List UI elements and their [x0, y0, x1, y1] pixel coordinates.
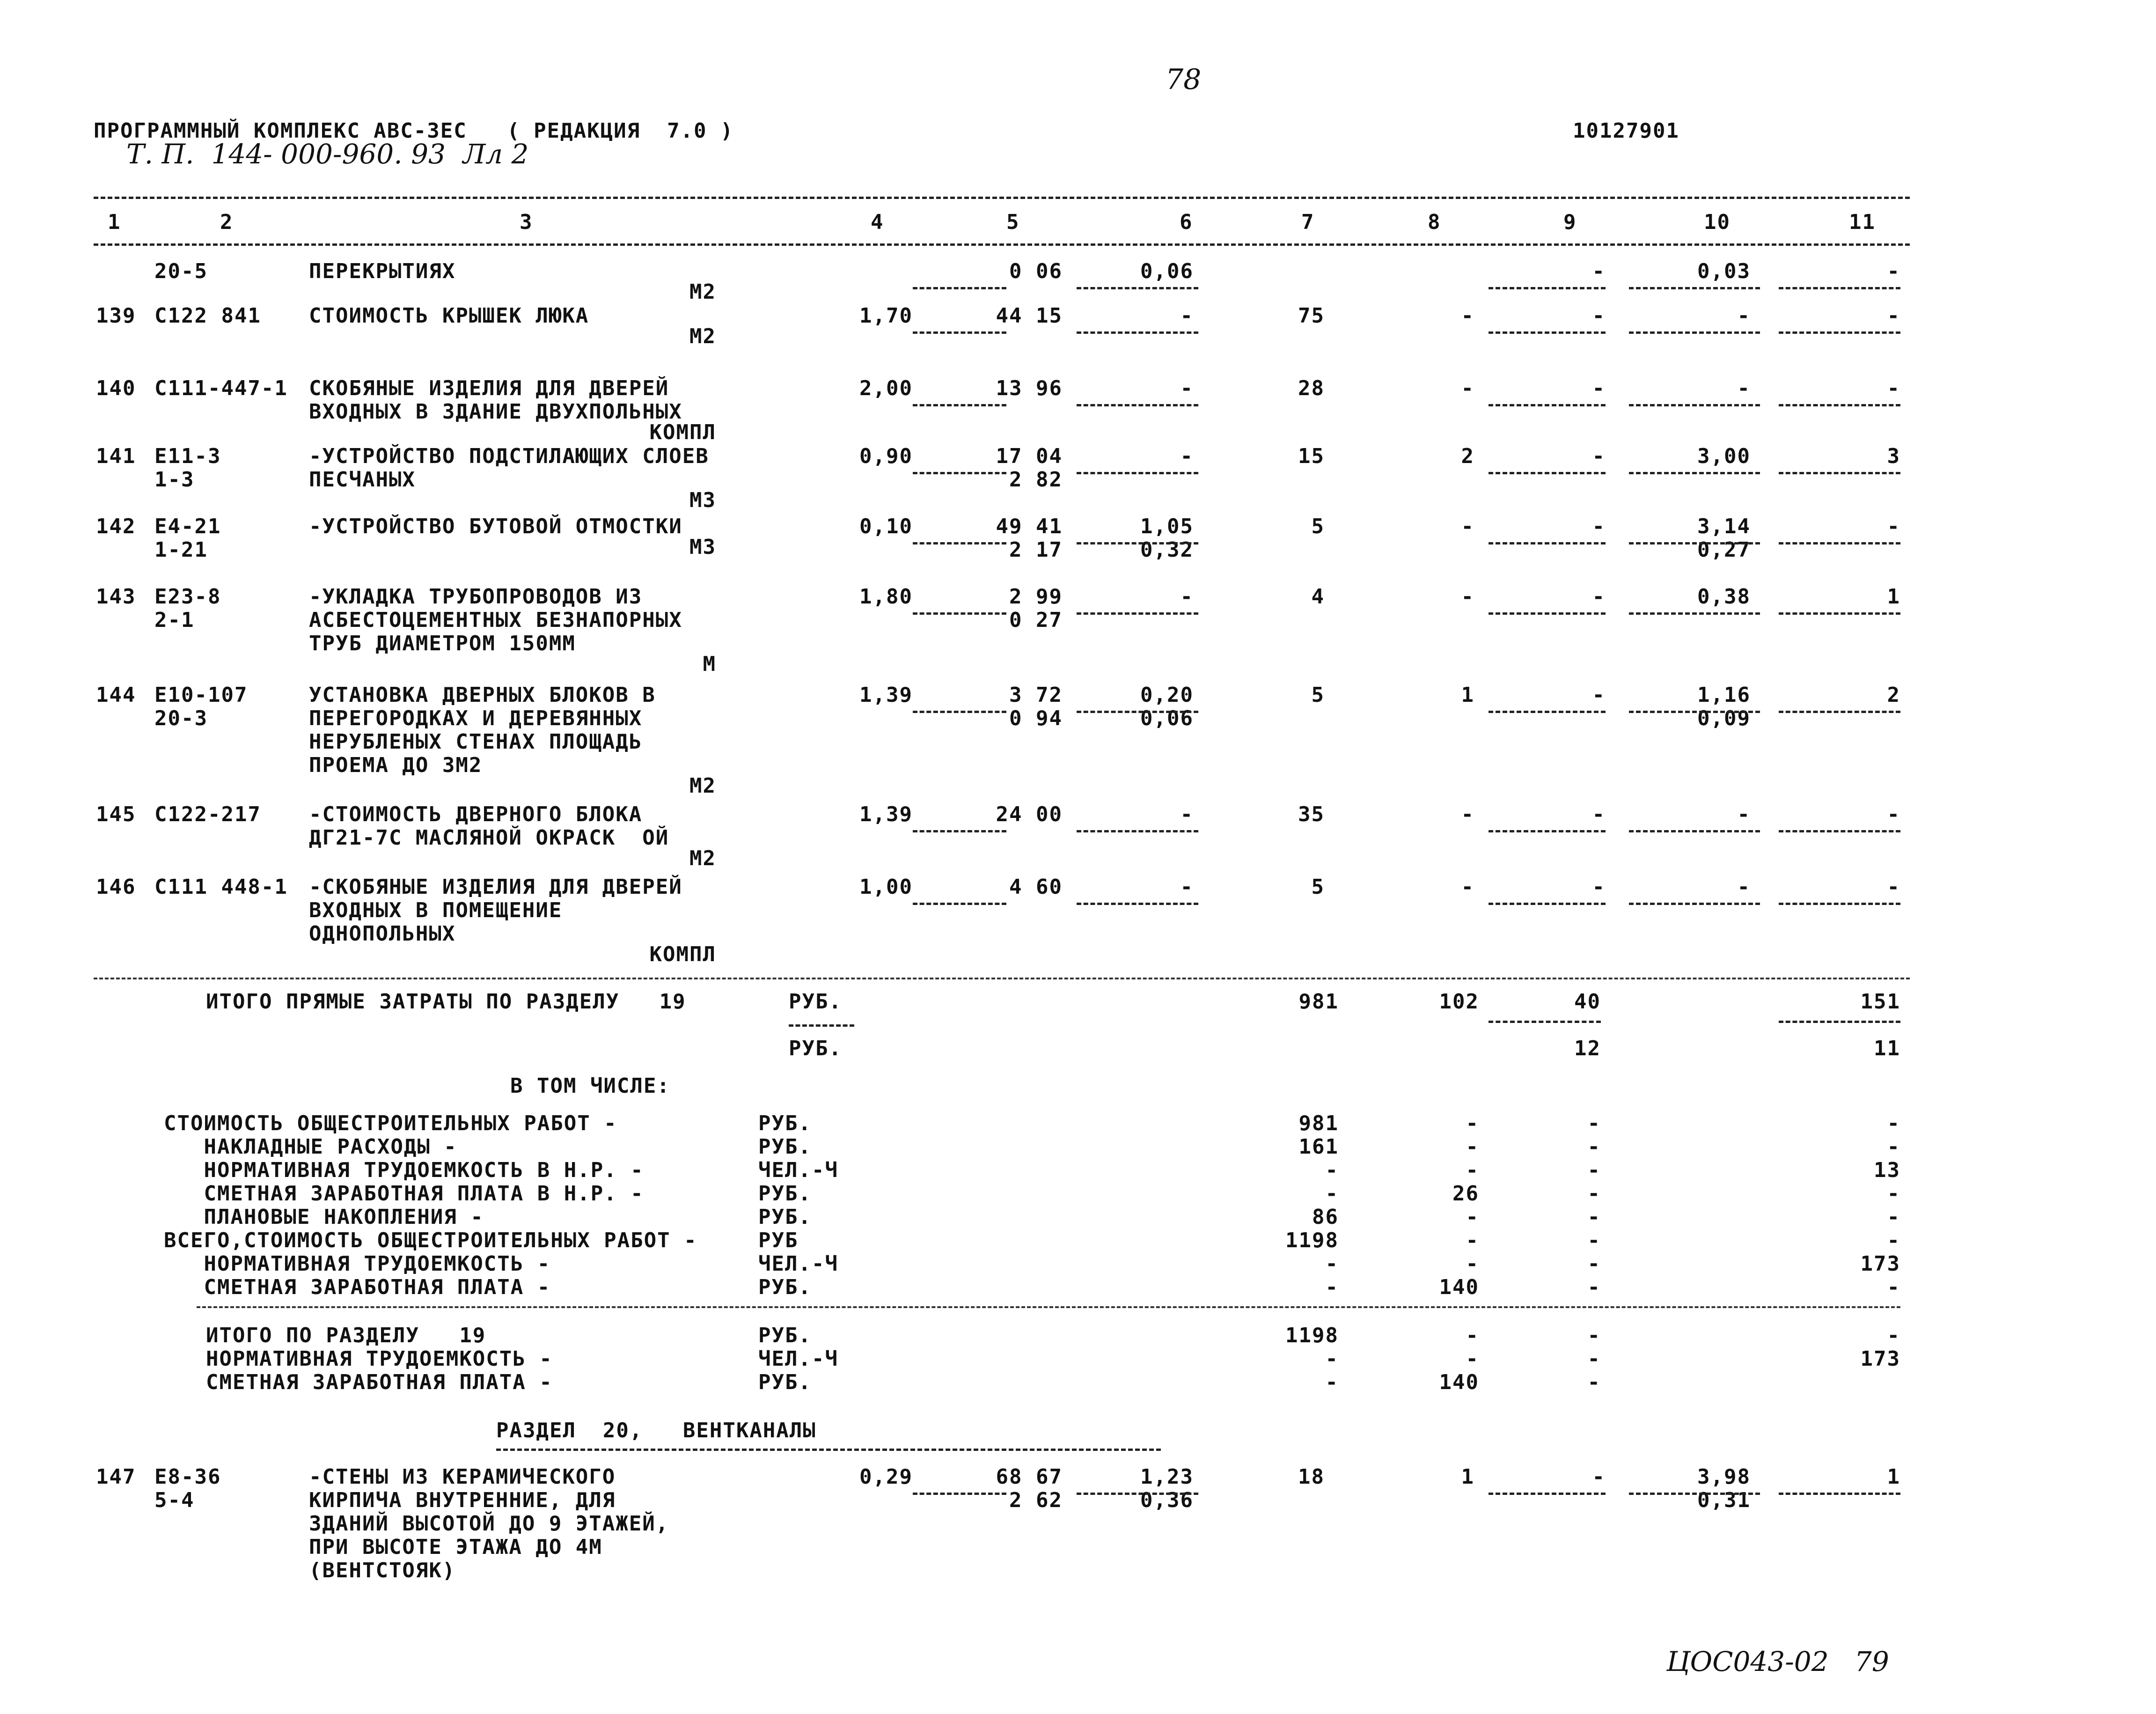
cost-line-unit: РУБ.: [758, 1111, 812, 1135]
cost-line-c11: -: [1887, 1182, 1900, 1206]
section-total-unit: ЧЕЛ.-Ч: [758, 1347, 838, 1371]
direct-total-rule-b: [1489, 1021, 1601, 1023]
row-rule-c9: [1489, 711, 1606, 713]
row-rule-c9: [1489, 830, 1606, 832]
row-c8: -: [1461, 802, 1474, 826]
cost-line-label: СМЕТНАЯ ЗАРАБОТНАЯ ПЛАТА -: [164, 1275, 551, 1299]
row-c6: 1,23 0,36: [1140, 1465, 1194, 1512]
row-rule-c5: [913, 903, 1006, 905]
row-c5: 44 15: [996, 304, 1063, 328]
cost-line-c8: -: [1466, 1111, 1479, 1135]
row-rule-c5: [913, 612, 1006, 615]
row-c8: 1: [1461, 683, 1474, 707]
cost-line-c8: -: [1466, 1158, 1479, 1182]
column-header-6: 6: [1180, 210, 1193, 234]
row-c11: -: [1887, 259, 1900, 283]
row-c5: 13 96: [996, 376, 1063, 400]
cost-line-unit: РУБ.: [758, 1135, 812, 1159]
row-c6: 0,06: [1140, 259, 1194, 283]
cost-line-unit: ЧЕЛ.-Ч: [758, 1158, 838, 1182]
row-rule-c6: [1077, 472, 1198, 474]
row-rule-c9: [1489, 472, 1606, 474]
row-unit: М3: [689, 535, 716, 559]
row-rule-c11: [1779, 472, 1900, 474]
page-number-top: 78: [1166, 63, 1202, 96]
row-c10: -: [1737, 875, 1751, 899]
section-total-c7: 1198: [1285, 1324, 1339, 1347]
cost-line-c8: -: [1466, 1252, 1479, 1276]
row-rule-c11: [1779, 830, 1900, 832]
row-rule-c10: [1629, 542, 1760, 544]
row-c8: -: [1461, 376, 1474, 400]
row-code: 20-5: [154, 259, 208, 283]
row-number: 145: [96, 802, 136, 826]
row-rule-c5: [913, 287, 1006, 289]
row-rule-c9: [1489, 903, 1606, 905]
cost-line-c8: -: [1466, 1135, 1479, 1159]
cost-line-c11: -: [1887, 1205, 1900, 1229]
row-c9: -: [1592, 376, 1606, 400]
row-unit: М2: [689, 846, 716, 870]
cost-line-c9: -: [1587, 1182, 1601, 1206]
row-c5: 49 41 2 17: [996, 515, 1063, 562]
section-total-label: НОРМАТИВНАЯ ТРУДОЕМКОСТЬ -: [206, 1347, 553, 1371]
row-c9: -: [1592, 802, 1606, 826]
cost-line-c9: -: [1587, 1135, 1601, 1159]
row-description: -СТОИМОСТЬ ДВЕРНОГО БЛОКА ДГ21-7С МАСЛЯНОЙ ОКРАСК ОЙ: [309, 802, 669, 850]
cost-line-c9: -: [1587, 1205, 1601, 1229]
cost-line-c9: -: [1587, 1111, 1601, 1135]
cost-line-unit: РУБ.: [758, 1205, 812, 1229]
row-rule-c10: [1629, 612, 1760, 615]
row-rule-c10: [1629, 287, 1760, 289]
row-c11: 1: [1887, 585, 1900, 609]
cost-line-c11: -: [1887, 1111, 1900, 1135]
row-c7: 75: [1298, 304, 1325, 328]
row-c9: -: [1592, 683, 1606, 707]
column-header-5: 5: [1006, 210, 1020, 234]
section-total-c9: -: [1587, 1370, 1601, 1394]
section-total-unit: РУБ.: [758, 1370, 812, 1394]
row-c8: -: [1461, 304, 1474, 328]
row-rule-c10: [1629, 404, 1760, 406]
row-rule-c5: [913, 711, 1006, 713]
row-c10: -: [1737, 376, 1751, 400]
section-total-c8: -: [1466, 1324, 1479, 1347]
row-rule-c5: [913, 404, 1006, 406]
column-header-7: 7: [1301, 210, 1315, 234]
row-c5: 17 04 2 82: [996, 444, 1063, 492]
direct-total-rule-a: [789, 1024, 854, 1027]
row-c6: -: [1180, 444, 1194, 468]
row-c11: -: [1887, 802, 1900, 826]
row-c7: 18: [1298, 1465, 1325, 1489]
row-rule-c11: [1779, 287, 1900, 289]
row-unit: М2: [689, 324, 716, 348]
row-description: -УСТРОЙСТВО ПОДСТИЛАЮЩИХ СЛОЕВ ПЕСЧАНЫХ: [309, 444, 709, 492]
cost-line-c7: -: [1325, 1158, 1339, 1182]
row-c9: -: [1592, 444, 1606, 468]
direct-total-unit-2: РУБ.: [789, 1037, 842, 1060]
row-rule-c6: [1077, 404, 1198, 406]
section-total-c7: -: [1325, 1347, 1339, 1371]
cost-line-c7: -: [1325, 1182, 1339, 1206]
row-rule-c9: [1489, 331, 1606, 334]
direct-total-c9b: 12: [1574, 1037, 1601, 1060]
cost-line-label: НАКЛАДНЫЕ РАСХОДЫ -: [164, 1135, 457, 1159]
row-rule-c10: [1629, 1493, 1760, 1495]
row-c10: 0,03: [1697, 259, 1751, 283]
row-code: С111 448-1: [154, 875, 288, 899]
cost-line-c7: -: [1325, 1252, 1339, 1276]
row-c7: 5: [1311, 515, 1325, 538]
cost-line-label: ВСЕГО,СТОИМОСТЬ ОБЩЕСТРОИТЕЛЬНЫХ РАБОТ -: [164, 1228, 697, 1252]
row-c5: 2 99 0 27: [1009, 585, 1063, 632]
cost-line-c7: 86: [1312, 1205, 1339, 1229]
row-c8: -: [1461, 875, 1474, 899]
row-rule-c6: [1077, 542, 1198, 544]
row-code: Е4-21 1-21: [154, 515, 221, 562]
cost-line-label: СМЕТНАЯ ЗАРАБОТНАЯ ПЛАТА В Н.Р. -: [164, 1182, 644, 1206]
row-c9: -: [1592, 875, 1606, 899]
cost-line-c7: -: [1325, 1275, 1339, 1299]
row-rule-c10: [1629, 830, 1760, 832]
row-rule-c6: [1077, 612, 1198, 615]
column-header-8: 8: [1428, 210, 1441, 234]
row-c4: 1,00: [859, 875, 913, 899]
cost-line-unit: РУБ: [758, 1228, 799, 1252]
cost-line-unit: РУБ.: [758, 1182, 812, 1206]
row-code: С122-217: [154, 802, 261, 826]
row-rule-c9: [1489, 1493, 1606, 1495]
document-code: 10127901: [1573, 119, 1679, 143]
direct-total-c7: 981: [1298, 990, 1339, 1014]
row-description: -УКЛАДКА ТРУБОПРОВОДОВ ИЗ АСБЕСТОЦЕМЕНТНЫХ БЕЗНАПОРНЫХ ТРУБ ДИАМЕТРОМ 150ММ: [309, 585, 682, 655]
row-rule-c9: [1489, 404, 1606, 406]
cost-line-unit: РУБ.: [758, 1275, 812, 1299]
header-rule-top: [94, 197, 1910, 199]
row-c11: -: [1887, 875, 1900, 899]
row-rule-c5: [913, 331, 1006, 334]
section-total-c9: -: [1587, 1324, 1601, 1347]
cost-line-c8: 26: [1452, 1182, 1479, 1206]
section-total-unit: РУБ.: [758, 1324, 812, 1347]
row-description: УСТАНОВКА ДВЕРНЫХ БЛОКОВ В ПЕРЕГОРОДКАХ И ДЕРЕВЯННЫХ НЕРУБЛЕНЫХ СТЕНАХ ПЛОЩАДЬ ПРОЕМА ДО 3М2: [309, 683, 656, 777]
row-c6: -: [1180, 376, 1194, 400]
row-c10: 0,38: [1697, 585, 1751, 609]
handwritten-reference: Т. П. 144- 000-960. 93 Лл 2: [126, 138, 529, 170]
row-rule-c10: [1629, 903, 1760, 905]
row-c4: 0,90: [859, 444, 913, 468]
row-c10: -: [1737, 802, 1751, 826]
column-header-1: 1: [108, 210, 121, 234]
row-c6: -: [1180, 875, 1194, 899]
row-c5: 0 06: [1009, 259, 1063, 283]
row-unit: М2: [689, 774, 716, 798]
row-c10: 1,16 0,09: [1697, 683, 1751, 730]
cost-line-label: СТОИМОСТЬ ОБЩЕСТРОИТЕЛЬНЫХ РАБОТ -: [164, 1111, 617, 1135]
row-c7: 5: [1311, 875, 1325, 899]
row-code: Е11-3 1-3: [154, 444, 221, 492]
cost-line-c9: -: [1587, 1275, 1601, 1299]
row-number: 139: [96, 304, 136, 328]
cost-line-c8: -: [1466, 1228, 1479, 1252]
row-unit: КОМПЛ: [649, 420, 716, 444]
row-unit: М: [703, 652, 716, 676]
row-unit: М2: [689, 280, 716, 304]
direct-total-unit: РУБ.: [789, 990, 842, 1014]
row-rule-c9: [1489, 612, 1606, 615]
section-total-c9: -: [1587, 1347, 1601, 1371]
cost-line-label: НОРМАТИВНАЯ ТРУДОЕМКОСТЬ -: [164, 1252, 551, 1276]
row-number: 147: [96, 1465, 136, 1489]
row-c4: 0,10: [859, 515, 913, 538]
cost-line-c11: -: [1887, 1135, 1900, 1159]
direct-total-rule-c: [1779, 1021, 1900, 1023]
row-c10: -: [1737, 304, 1751, 328]
row-c4: 1,70: [859, 304, 913, 328]
cost-line-c7: 1198: [1285, 1228, 1339, 1252]
row-rule-c5: [913, 542, 1006, 544]
row-c6: -: [1180, 304, 1194, 328]
row-c9: -: [1592, 585, 1606, 609]
column-header-10: 10: [1704, 210, 1731, 234]
column-header-11: 11: [1849, 210, 1876, 234]
row-c9: -: [1592, 259, 1606, 283]
row-code: Е8-36 5-4: [154, 1465, 221, 1512]
row-description: -СКОБЯНЫЕ ИЗДЕЛИЯ ДЛЯ ДВЕРЕЙ ВХОДНЫХ В ПОМЕЩЕНИЕ ОДНОПОЛЬНЫХ: [309, 875, 682, 946]
row-c9: -: [1592, 1465, 1606, 1489]
row-c6: 0,20 0,06: [1140, 683, 1194, 730]
column-header-9: 9: [1563, 210, 1577, 234]
row-c11: 3: [1887, 444, 1900, 468]
row-c5: 3 72 0 94: [1009, 683, 1063, 730]
row-c8: -: [1461, 585, 1474, 609]
section-heading: РАЗДЕЛ 20, ВЕНТКАНАЛЫ: [496, 1419, 816, 1442]
column-header-2: 2: [220, 210, 234, 234]
row-c11: -: [1887, 515, 1900, 538]
row-number: 146: [96, 875, 136, 899]
row-c5: 68 67 2 62: [996, 1465, 1063, 1512]
row-c9: -: [1592, 515, 1606, 538]
row-c6: -: [1180, 585, 1194, 609]
section-total-label: СМЕТНАЯ ЗАРАБОТНАЯ ПЛАТА -: [206, 1370, 553, 1394]
section-total-c8: 140: [1439, 1370, 1479, 1394]
cost-line-c8: -: [1466, 1205, 1479, 1229]
row-rule-c6: [1077, 903, 1198, 905]
row-rule-c6: [1077, 1493, 1198, 1495]
row-rule-c6: [1077, 287, 1198, 289]
cost-line-c11: -: [1887, 1275, 1900, 1299]
row-rule-c9: [1489, 287, 1606, 289]
row-c7: 35: [1298, 802, 1325, 826]
cost-line-c7: 161: [1298, 1135, 1339, 1159]
row-rule-c11: [1779, 542, 1900, 544]
section-total-rule: [197, 1306, 1900, 1308]
row-c6: -: [1180, 802, 1194, 826]
including-label: В ТОМ ЧИСЛЕ:: [510, 1074, 670, 1098]
row-c8: -: [1461, 515, 1474, 538]
row-rule-c11: [1779, 331, 1900, 334]
row-rule-c10: [1629, 472, 1760, 474]
section-total-c8: -: [1466, 1347, 1479, 1371]
row-description: СТОИМОСТЬ КРЫШЕК ЛЮКА: [309, 304, 589, 328]
row-c10: 3,14 0,27: [1697, 515, 1751, 562]
row-rule-c5: [913, 472, 1006, 474]
section-total-label: ИТОГО ПО РАЗДЕЛУ 19: [206, 1324, 486, 1347]
cost-line-c7: 981: [1298, 1111, 1339, 1135]
row-code: С122 841: [154, 304, 261, 328]
row-description: СКОБЯНЫЕ ИЗДЕЛИЯ ДЛЯ ДВЕРЕЙ ВХОДНЫХ В ЗДАНИЕ ДВУХПОЛЬНЫХ: [309, 376, 682, 424]
row-c4: 1,39: [859, 802, 913, 826]
row-rule-c10: [1629, 711, 1760, 713]
row-number: 140: [96, 376, 136, 400]
footer-handwritten: ЦОС043-02 79: [1666, 1646, 1889, 1677]
row-rule-c6: [1077, 830, 1198, 832]
row-rule-c11: [1779, 404, 1900, 406]
cost-line-c9: -: [1587, 1228, 1601, 1252]
row-rule-c11: [1779, 1493, 1900, 1495]
row-c7: 4: [1311, 585, 1325, 609]
cost-line-c8: 140: [1439, 1275, 1479, 1299]
row-c5: 4 60: [1009, 875, 1063, 899]
section-total-c7: -: [1325, 1370, 1339, 1394]
totals-rule: [94, 978, 1910, 979]
row-description: -УСТРОЙСТВО БУТОВОЙ ОТМОСТКИ: [309, 515, 682, 538]
row-code: Е23-8 2-1: [154, 585, 221, 632]
row-c4: 0,29: [859, 1465, 913, 1489]
row-number: 141: [96, 444, 136, 468]
row-c9: -: [1592, 304, 1606, 328]
row-description: -СТЕНЫ ИЗ КЕРАМИЧЕСКОГО КИРПИЧА ВНУТРЕННИЕ, ДЛЯ ЗДАНИЙ ВЫСОТОЙ ДО 9 ЭТАЖЕЙ, ПРИ ВЫСОТЕ ЭТАЖА ДО 4М (ВЕНТСТОЯК): [309, 1465, 669, 1582]
cost-line-c11: -: [1887, 1228, 1900, 1252]
row-description: ПЕРЕКРЫТИЯХ: [309, 259, 456, 283]
header-rule-bottom: [94, 243, 1910, 246]
row-rule-c11: [1779, 612, 1900, 615]
row-code: Е10-107 20-3: [154, 683, 248, 730]
row-c5: 24 00: [996, 802, 1063, 826]
row-rule-c5: [913, 830, 1006, 832]
row-c11: -: [1887, 304, 1900, 328]
row-rule-c6: [1077, 711, 1198, 713]
direct-total-c8: 102: [1439, 990, 1479, 1014]
direct-total-label: ИТОГО ПРЯМЫЕ ЗАТРАТЫ ПО РАЗДЕЛУ 19: [206, 990, 686, 1014]
row-c8: 2: [1461, 444, 1474, 468]
cost-line-c11: 13: [1874, 1158, 1900, 1182]
cost-line-c9: -: [1587, 1158, 1601, 1182]
section-total-c11: 173: [1860, 1347, 1900, 1371]
row-number: 144: [96, 683, 136, 707]
row-c4: 1,39: [859, 683, 913, 707]
row-c7: 15: [1298, 444, 1325, 468]
row-c10: 3,00: [1697, 444, 1751, 468]
row-c7: 5: [1311, 683, 1325, 707]
program-header: ПРОГРАММНЫЙ КОМПЛЕКС АВС-3ЕС ( РЕДАКЦИЯ 7.0 ): [94, 119, 734, 143]
row-c10: 3,98 0,31: [1697, 1465, 1751, 1512]
row-rule-c11: [1779, 711, 1900, 713]
row-rule-c9: [1489, 542, 1606, 544]
row-unit: М3: [689, 488, 716, 512]
row-unit: КОМПЛ: [649, 942, 716, 966]
cost-line-c11: 173: [1860, 1252, 1900, 1276]
row-code: С111-447-1: [154, 376, 288, 400]
row-rule-c11: [1779, 903, 1900, 905]
cost-line-c9: -: [1587, 1252, 1601, 1276]
row-rule-c10: [1629, 331, 1760, 334]
row-c8: 1: [1461, 1465, 1474, 1489]
row-c11: 2: [1887, 683, 1900, 707]
direct-total-c11b: 11: [1874, 1037, 1900, 1060]
row-c4: 1,80: [859, 585, 913, 609]
cost-line-unit: ЧЕЛ.-Ч: [758, 1252, 838, 1276]
section-total-c11: -: [1887, 1324, 1900, 1347]
cost-line-label: НОРМАТИВНАЯ ТРУДОЕМКОСТЬ В Н.Р. -: [164, 1158, 644, 1182]
column-header-4: 4: [871, 210, 884, 234]
direct-total-c11: 151: [1860, 990, 1900, 1014]
direct-total-c9: 40: [1574, 990, 1601, 1014]
row-number: 143: [96, 585, 136, 609]
row-rule-c6: [1077, 331, 1198, 334]
row-c7: 28: [1298, 376, 1325, 400]
row-rule-c5: [913, 1493, 1006, 1495]
row-number: 142: [96, 515, 136, 538]
section-heading-rule: [496, 1449, 1161, 1451]
row-c11: 1: [1887, 1465, 1900, 1489]
row-c11: -: [1887, 376, 1900, 400]
cost-line-label: ПЛАНОВЫЕ НАКОПЛЕНИЯ -: [164, 1205, 484, 1229]
row-c4: 2,00: [859, 376, 913, 400]
row-c6: 1,05 0,32: [1140, 515, 1194, 562]
column-header-3: 3: [520, 210, 533, 234]
